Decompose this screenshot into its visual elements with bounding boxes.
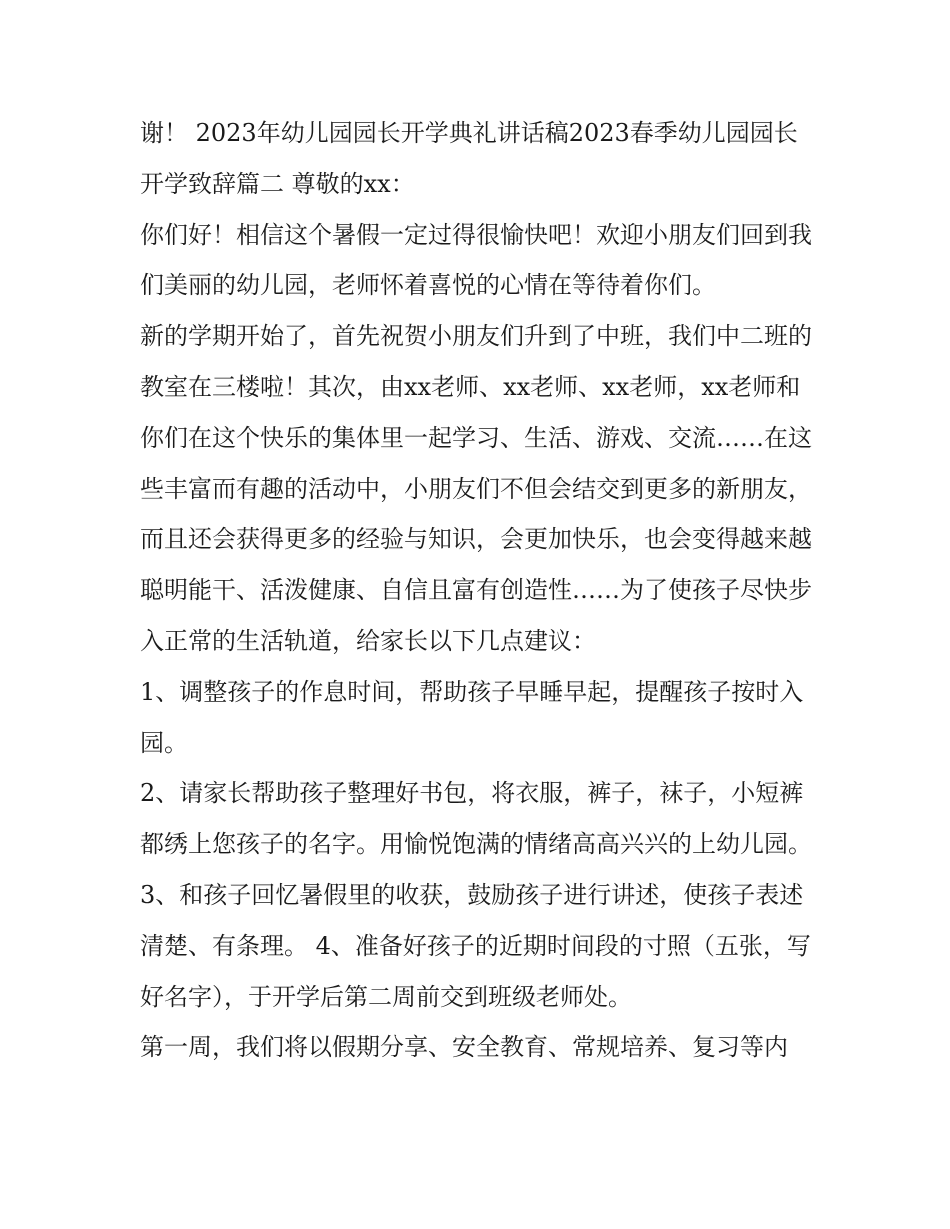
- paragraph-new-semester: 新的学期开始了，首先祝贺小朋友们升到了中班，我们中二班的教室在三楼啦！其次，由xx老师、xx老师、xx老师，xx老师和你们在这个快乐的集体里一起学习、生活、游戏、交流……在这些丰富而有趣的活动中，小朋友们不但会结交到更多的新朋友，而且还会获得更多的经验与知识，会更加快乐，也会变得越来越聪明能干、活泼健康、自信且富有创造性……为了使孩子尽快步入正常的生活轨道，给家长以下几点建议：: [140, 322, 812, 655]
- paragraph-welcome: 你们好！相信这个暑假一定过得很愉快吧！欢迎小朋友们回到我们美丽的幼儿园，老师怀着喜悦的心情在等待着你们。: [140, 220, 812, 300]
- paragraph-first-week: 第一周，我们将以假期分享、安全教育、常规培养、复习等内: [140, 1033, 788, 1062]
- paragraph-suggestion-2: 2、请家长帮助孩子整理好书包，将衣服，裤子，袜子，小短裤都绣上您孩子的名字。用愉悦饱满的情绪高高兴兴的上幼儿园。: [140, 779, 812, 859]
- paragraph-greeting-title: 谢！ 2023年幼儿园园长开学典礼讲话稿2023春季幼儿园园长开学致辞篇二 尊敬的xx：: [140, 119, 798, 198]
- document-body: [140, 108, 820, 1073]
- paragraph-suggestion-1: 1、调整孩子的作息时间，帮助孩子早睡早起，提醒孩子按时入园。: [140, 677, 804, 757]
- paragraph-suggestion-3-4: 3、和孩子回忆暑假里的收获，鼓励孩子进行讲述，使孩子表述清楚、有条理。 4、准备好孩子的近期时间段的寸照（五张，写好名字），于开学后第二周前交到班级老师处。: [140, 880, 811, 1011]
